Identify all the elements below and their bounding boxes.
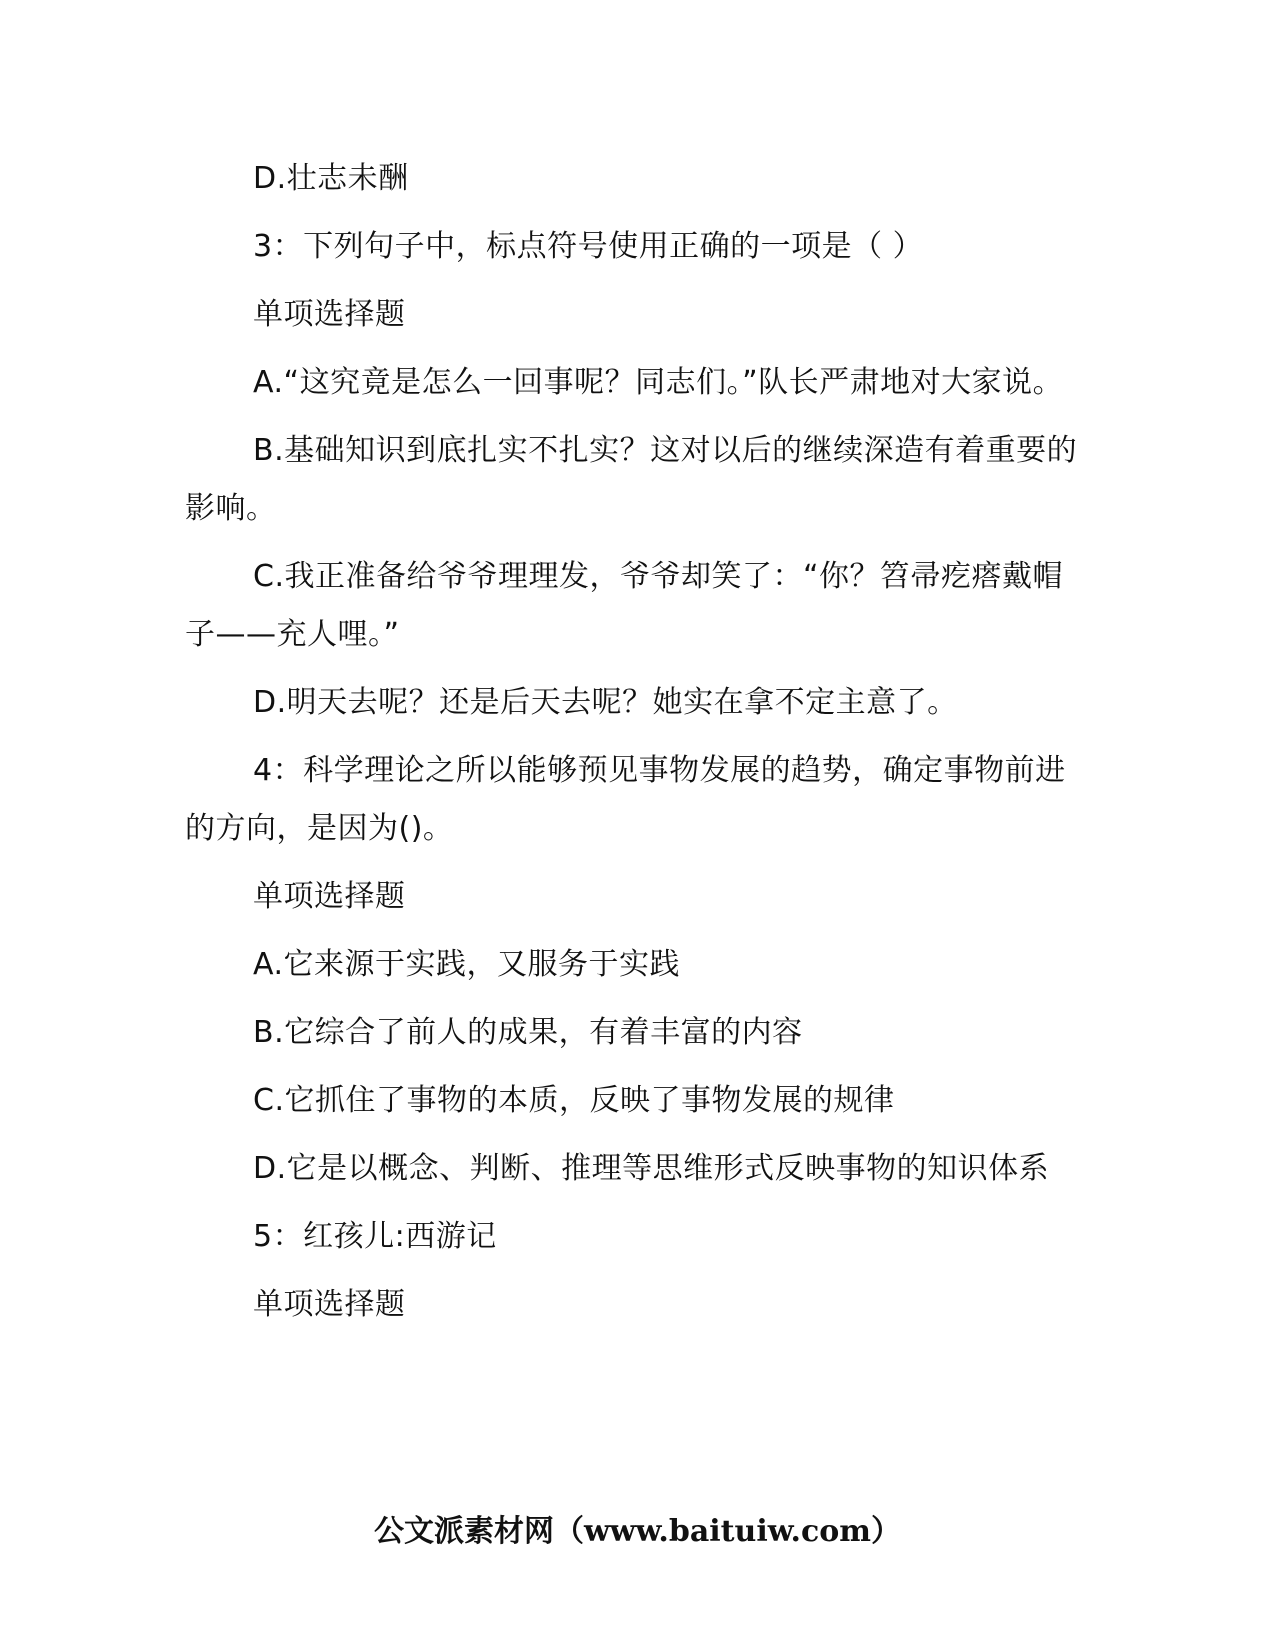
question-type-3: 单项选择题: [253, 297, 406, 332]
question-type-4: 单项选择题: [253, 879, 406, 914]
option-b-q4: B.它综合了前人的成果，有着丰富的内容: [253, 1015, 803, 1050]
question-4: 4：科学理论之所以能够预见事物发展的趋势，确定事物前进的方向，是因为()。: [185, 753, 1066, 846]
option-a-q4: A.它来源于实践，又服务于实践: [253, 947, 681, 982]
question-type-5: 单项选择题: [253, 1287, 406, 1322]
question-3: 3：下列句子中，标点符号使用正确的一项是（ ）: [253, 229, 924, 264]
option-d-q2: D.壮志未酬: [253, 161, 409, 196]
option-b-q3: B.基础知识到底扎实不扎实？这对以后的继续深造有着重要的影响。: [185, 433, 1078, 526]
option-c-q3: C.我正准备给爷爷理理发，爷爷却笑了：“你？笤帚疙瘩戴帽子——充人哩。”: [185, 559, 1064, 652]
option-a-q3: A.“这究竟是怎么一回事呢？同志们。”队长严肃地对大家说。: [253, 365, 1064, 400]
option-d-q4: D.它是以概念、判断、推理等思维形式反映事物的知识体系: [253, 1151, 1050, 1186]
option-d-q3: D.明天去呢？还是后天去呢？她实在拿不定主意了。: [253, 685, 958, 720]
option-c-q4: C.它抓住了事物的本质，反映了事物发展的规律: [253, 1083, 895, 1118]
document-body: [185, 150, 1085, 1344]
footer-watermark: 公文派素材网（www.baituiw.com）: [373, 1514, 902, 1549]
question-5: 5：红孩儿:西游记: [253, 1219, 497, 1254]
